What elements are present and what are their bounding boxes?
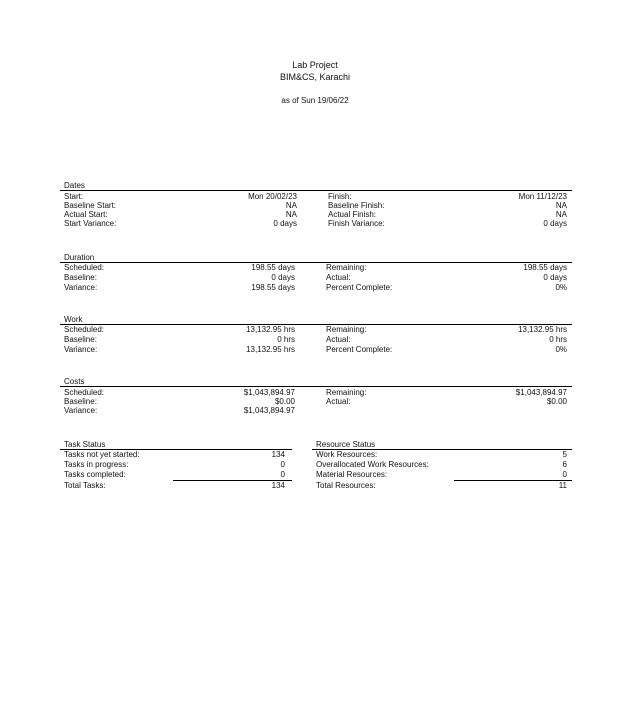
dates-start-variance-label: Start Variance: <box>64 219 117 228</box>
overallocated-resources-value: 6 <box>562 460 567 469</box>
work-baseline-label: Baseline: <box>64 335 97 344</box>
material-resources-label: Material Resources: <box>316 470 388 479</box>
costs-baseline-label: Baseline: <box>64 397 97 406</box>
duration-scheduled-value: 198.55 days <box>251 263 295 272</box>
overallocated-resources-label: Overallocated Work Resources: <box>316 460 429 469</box>
dates-baseline-finish-label: Baseline Finish: <box>328 201 385 210</box>
costs-variance-value: $1,043,894.97 <box>243 406 295 415</box>
report-subtitle: BIM&CS, Karachi <box>279 72 351 82</box>
tasks-not-started-value: 134 <box>271 450 285 459</box>
work-scheduled-value: 13,132.95 hrs <box>246 325 295 334</box>
costs-actual-label: Actual: <box>326 397 351 406</box>
work-section-title: Work <box>64 315 83 324</box>
tasks-completed-label: Tasks completed: <box>64 470 126 479</box>
duration-percent-complete-value: 0% <box>555 283 567 292</box>
work-resources-label: Work Resources: <box>316 450 378 459</box>
costs-section-title: Costs <box>64 377 85 386</box>
report-title: Lab Project <box>292 60 338 70</box>
duration-remaining-value: 198.55 days <box>523 263 567 272</box>
duration-baseline-label: Baseline: <box>64 273 97 282</box>
dates-finish-variance-value: 0 days <box>543 219 567 228</box>
costs-divider <box>60 386 572 387</box>
work-baseline-value: 0 hrs <box>277 335 295 344</box>
dates-actual-start-value: NA <box>285 210 297 219</box>
costs-baseline-value: $0.00 <box>274 397 295 406</box>
duration-variance-label: Variance: <box>64 283 98 292</box>
total-resources-value: 11 <box>558 481 567 490</box>
duration-scheduled-label: Scheduled: <box>64 263 105 272</box>
total-resources-label: Total Resources: <box>316 481 376 490</box>
work-actual-label: Actual: <box>326 335 351 344</box>
costs-scheduled-value: $1,043,894.97 <box>243 388 295 397</box>
work-variance-value: 13,132.95 hrs <box>246 345 295 354</box>
dates-section-title: Dates <box>64 181 85 190</box>
tasks-in-progress-value: 0 <box>280 460 285 469</box>
work-percent-complete-value: 0% <box>555 345 567 354</box>
costs-remaining-value: $1,043,894.97 <box>515 388 567 397</box>
dates-finish-value: Mon 11/12/23 <box>518 192 567 201</box>
task-status-title: Task Status <box>64 440 106 449</box>
dates-finish-variance-label: Finish Variance: <box>328 219 385 228</box>
duration-actual-value: 0 days <box>543 273 567 282</box>
costs-variance-label: Variance: <box>64 406 98 415</box>
dates-baseline-start-value: NA <box>285 201 297 210</box>
work-remaining-value: 13,132.95 hrs <box>518 325 567 334</box>
work-remaining-label: Remaining: <box>326 325 367 334</box>
dates-start-variance-value: 0 days <box>273 219 297 228</box>
duration-percent-complete-label: Percent Complete: <box>326 283 393 292</box>
duration-baseline-value: 0 days <box>271 273 295 282</box>
dates-baseline-start-label: Baseline Start: <box>64 201 117 210</box>
tasks-not-started-label: Tasks not yet started: <box>64 450 140 459</box>
duration-section-title: Duration <box>64 253 95 262</box>
costs-remaining-label: Remaining: <box>326 388 367 397</box>
dates-actual-start-label: Actual Start: <box>64 210 108 219</box>
work-scheduled-label: Scheduled: <box>64 325 105 334</box>
duration-actual-label: Actual: <box>326 273 351 282</box>
dates-start-value: Mon 20/02/23 <box>248 192 297 201</box>
duration-remaining-label: Remaining: <box>326 263 367 272</box>
duration-variance-value: 198.55 days <box>251 283 295 292</box>
work-variance-label: Variance: <box>64 345 98 354</box>
resource-status-title: Resource Status <box>316 440 376 449</box>
dates-start-label: Start: <box>64 192 84 201</box>
tasks-completed-value: 0 <box>280 470 285 479</box>
dates-divider <box>60 190 572 191</box>
material-resources-value: 0 <box>562 470 567 479</box>
work-resources-value: 5 <box>562 450 567 459</box>
report-date: as of Sun 19/06/22 <box>281 96 349 105</box>
dates-actual-finish-label: Actual Finish: <box>328 210 377 219</box>
total-tasks-value: 134 <box>271 481 285 490</box>
total-tasks-label: Total Tasks: <box>64 481 106 490</box>
dates-baseline-finish-value: NA <box>555 201 567 210</box>
work-percent-complete-label: Percent Complete: <box>326 345 393 354</box>
costs-actual-value: $0.00 <box>546 397 567 406</box>
tasks-in-progress-label: Tasks in progress: <box>64 460 129 469</box>
dates-finish-label: Finish: <box>328 192 352 201</box>
costs-scheduled-label: Scheduled: <box>64 388 105 397</box>
dates-actual-finish-value: NA <box>555 210 567 219</box>
work-actual-value: 0 hrs <box>549 335 567 344</box>
